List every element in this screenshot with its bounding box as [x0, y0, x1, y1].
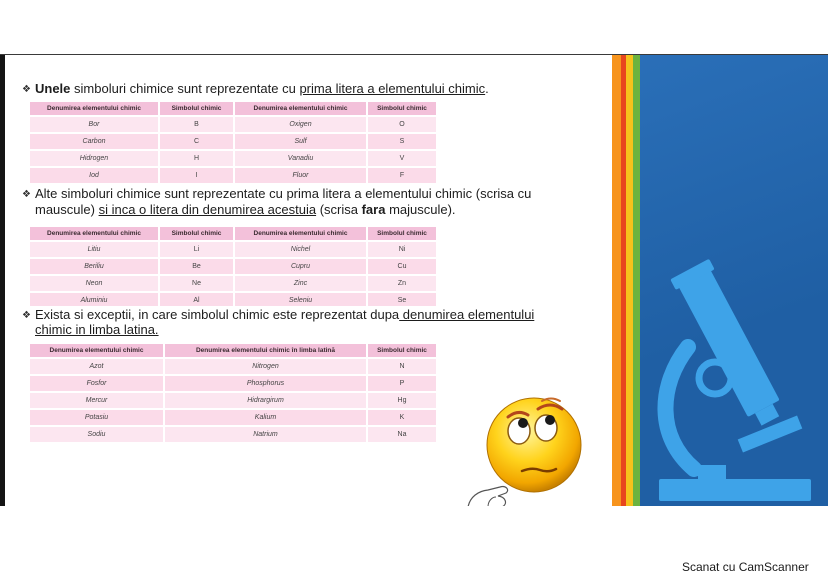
element-name-cell: Neon — [30, 276, 158, 291]
diamond-bullet-icon: ❖ — [22, 84, 31, 95]
symbol-cell: B — [160, 117, 233, 132]
bullet-3-line-1 — [35, 307, 534, 322]
table-two-letter-symbols — [30, 227, 450, 306]
body-text: . — [485, 81, 489, 96]
element-name-cell: Phosphorus — [165, 376, 366, 391]
thinking-face-emoji — [466, 391, 584, 506]
body-text: mauscule) — [35, 202, 99, 217]
symbol-cell: Cu — [368, 259, 436, 274]
body-text: simboluri chimice sunt reprezentate cu — [70, 81, 300, 96]
bold-text: fara — [361, 202, 386, 217]
symbol-cell: Ne — [160, 276, 233, 291]
bullet-2-line-1: Alte simboluri chimice sunt reprezentate cu prima litera a elementului chimic (scrisa cu — [35, 186, 532, 201]
blue-side-panel — [640, 55, 828, 506]
slide — [0, 54, 828, 506]
diamond-bullet-icon: ❖ — [22, 310, 31, 321]
element-name-cell: Aluminiu — [30, 293, 158, 306]
symbol-cell: Zn — [368, 276, 436, 291]
element-name-cell: Sulf — [235, 134, 366, 149]
table-latin-name-symbols — [30, 344, 436, 442]
symbol-cell: S — [368, 134, 436, 149]
bold-text: Unele — [35, 81, 71, 96]
symbol-cell: Be — [160, 259, 233, 274]
table-header-cell: Denumirea elementului chimic — [30, 344, 163, 357]
emoji-face — [487, 398, 581, 492]
table-header-cell: Simbolul chimic — [160, 102, 233, 115]
emoji-right-pupil — [545, 415, 555, 425]
element-name-cell: Vanadiu — [235, 151, 366, 166]
symbol-cell: P — [368, 376, 436, 391]
element-name-cell: Sodiu — [30, 427, 163, 442]
table-header-cell: Simbolul chimic — [368, 102, 436, 115]
microscope-icon — [640, 55, 828, 506]
underlined-text: si inca o litera din denumirea acestuia — [98, 202, 317, 217]
symbol-cell: H — [160, 151, 233, 166]
emoji-forehead-wrinkle — [542, 399, 560, 402]
green-stripe — [633, 55, 640, 506]
element-name-cell: Oxigen — [235, 117, 366, 132]
symbol-cell: Li — [160, 242, 233, 257]
table-header-cell: Denumirea elementului chimic — [30, 227, 158, 240]
yellow-stripe — [626, 55, 633, 506]
underlined-text: chimic in limba latina. — [35, 322, 159, 337]
element-name-cell: Cupru — [235, 259, 366, 274]
element-name-cell: Natrium — [165, 427, 366, 442]
slide-left-border — [0, 55, 5, 506]
symbol-cell: Ni — [368, 242, 436, 257]
symbol-cell: O — [368, 117, 436, 132]
symbol-cell: C — [160, 134, 233, 149]
element-name-cell: Hidrargirum — [165, 393, 366, 408]
table-header-cell: Simbolul chimic — [368, 227, 436, 240]
element-name-cell: Iod — [30, 168, 158, 183]
table-single-letter-symbols — [30, 102, 436, 183]
camscanner-watermark: Scanat cu CamScanner — [682, 560, 809, 574]
symbol-cell: N — [368, 359, 436, 374]
table-two-letter-symbols-wrapper — [30, 227, 450, 306]
table-header-cell: Denumirea elementului chimic — [30, 102, 158, 115]
underlined-text: denumirea elementului — [399, 307, 535, 322]
symbol-cell: K — [368, 410, 436, 425]
symbol-cell: I — [160, 168, 233, 183]
table-header-cell: Denumirea elementului chimic — [235, 102, 366, 115]
element-name-cell: Hidrogen — [30, 151, 158, 166]
element-name-cell: Azot — [30, 359, 163, 374]
element-name-cell: Kalium — [165, 410, 366, 425]
element-name-cell: Mercur — [30, 393, 163, 408]
body-text: Exista si exceptii, in care simbolul chimic este reprezentat dupa — [35, 307, 400, 322]
element-name-cell: Beriliu — [30, 259, 158, 274]
symbol-cell: V — [368, 151, 436, 166]
element-name-cell: Carbon — [30, 134, 158, 149]
element-name-cell: Bor — [30, 117, 158, 132]
element-name-cell: Nichel — [235, 242, 366, 257]
symbol-cell: Al — [160, 293, 233, 306]
bullet-2-line-2 — [35, 202, 456, 217]
element-name-cell: Litiu — [30, 242, 158, 257]
diamond-bullet-icon: ❖ — [22, 189, 31, 200]
symbol-cell: Se — [368, 293, 436, 306]
body-text: (scrisa — [316, 202, 362, 217]
table-header-cell: Simbolul chimic — [160, 227, 233, 240]
orange-stripe — [612, 55, 621, 506]
symbol-cell: Na — [368, 427, 436, 442]
element-name-cell: Fluor — [235, 168, 366, 183]
table-header-cell: Denumirea elementului chimic — [235, 227, 366, 240]
bullet-1-line — [35, 81, 489, 96]
element-name-cell: Fosfor — [30, 376, 163, 391]
element-name-cell: Potasiu — [30, 410, 163, 425]
body-text: majuscule). — [385, 202, 456, 217]
emoji-hand — [468, 487, 508, 506]
symbol-cell: F — [368, 168, 436, 183]
table-header-cell: Denumirea elementului chimic în limba latină — [165, 344, 366, 357]
underlined-text: prima litera a elementului chimic — [299, 81, 486, 96]
symbol-cell: Hg — [368, 393, 436, 408]
table-header-cell: Simbolul chimic — [368, 344, 436, 357]
bullet-3-line-2 — [35, 322, 159, 337]
element-name-cell: Seleniu — [235, 293, 366, 306]
element-name-cell: Zinc — [235, 276, 366, 291]
emoji-left-pupil — [518, 418, 528, 428]
element-name-cell: Nitrogen — [165, 359, 366, 374]
